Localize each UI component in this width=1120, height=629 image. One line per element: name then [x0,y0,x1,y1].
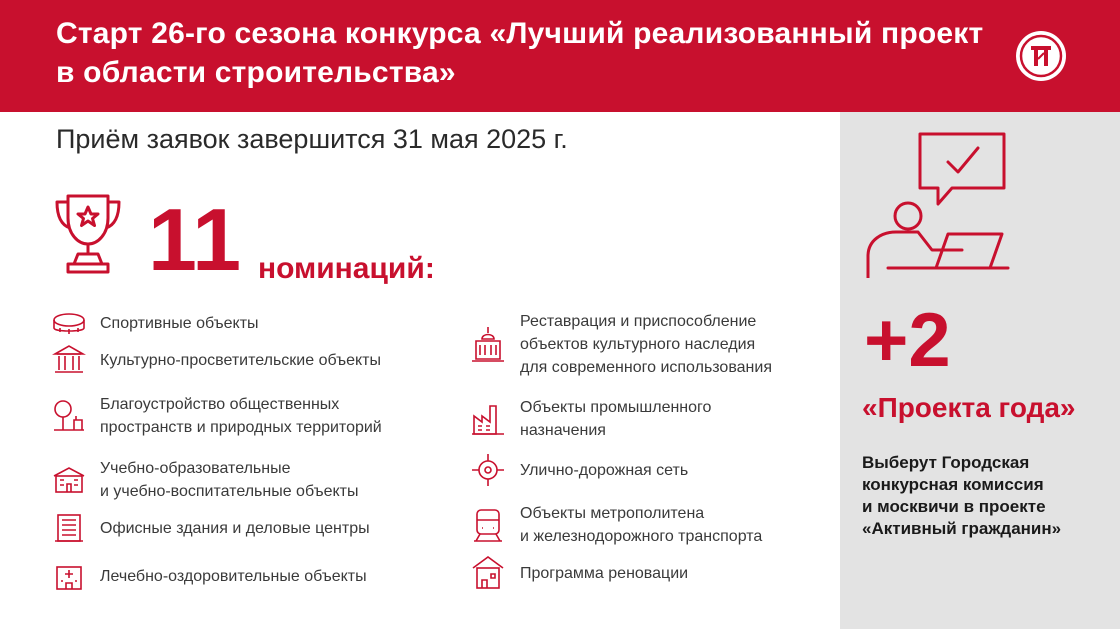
trophy-icon [52,190,124,278]
plus-projects-count: +2 [864,298,951,383]
park-icon [52,398,86,434]
nomination-label: Спортивные объекты [100,314,259,332]
header-title: Старт 26-го сезона конкурса «Лучший реализованный проект в области строительства» [56,17,984,89]
nominations-label: номинаций: [258,252,435,285]
nomination-item [470,310,772,379]
factory-icon [470,400,506,438]
nomination-item [470,396,711,442]
nomination-item [470,502,762,548]
nomination-label: Реставрация и приспособление объектов культурного наследия для современного использования [520,313,772,376]
school-icon [52,464,86,496]
person-voting-icon [862,128,1012,278]
office-icon [52,511,86,545]
nomination-item [52,457,358,503]
moscow-construction-logo-icon [1014,29,1068,83]
nomination-label: Объекты метрополитена и железнодорожного транспорта [520,505,763,545]
deadline-text: Приём заявок завершится 31 мая 2025 г. [56,124,568,154]
nomination-item [470,554,688,592]
nomination-item [52,559,367,593]
renovation-icon [470,554,506,592]
stadium-icon [52,308,86,338]
nomination-label: Благоустройство общественных пространств и природных территорий [100,396,382,436]
road-junction-icon [470,452,506,488]
nomination-label: Культурно-просветительские объекты [100,351,381,369]
projects-of-year-label: «Проекта года» [862,392,1076,423]
header-banner [0,0,1120,112]
heritage-icon [470,325,506,365]
museum-icon [52,344,86,376]
nomination-item [52,308,259,338]
hospital-icon [52,559,86,593]
nomination-item [52,344,381,376]
nomination-item [470,452,688,488]
nomination-label: Программа реновации [520,564,689,582]
nomination-item [52,393,382,439]
nomination-label: Улично-дорожная сеть [520,461,689,479]
panel-description: Выберут Городская конкурсная комиссия и москвичи в проекте «Активный гражданин» [862,453,1062,538]
train-icon [470,506,506,544]
nomination-label: Объекты промышленного назначения [520,399,712,439]
nomination-label: Офисные здания и деловые центры [100,519,370,537]
nominations-count: 11 [148,190,242,289]
nomination-label: Лечебно-оздоровительные объекты [100,567,367,585]
nomination-item [52,511,370,545]
nomination-label: Учебно-образовательные и учебно-воспитательные объекты [100,460,359,500]
